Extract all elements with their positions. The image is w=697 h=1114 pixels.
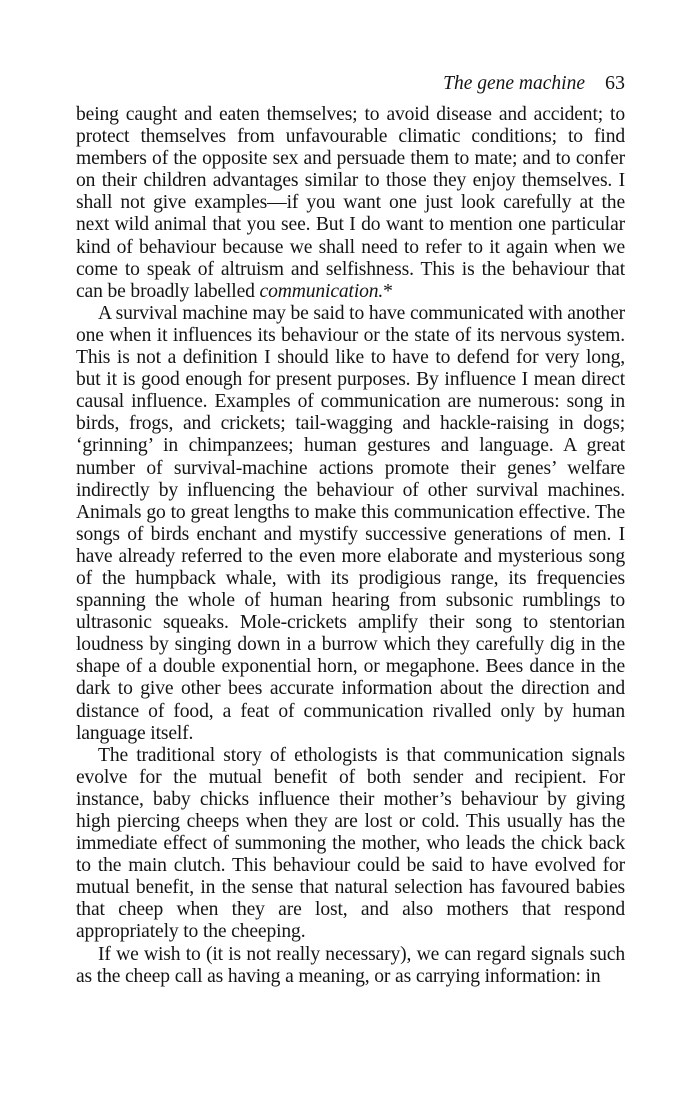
paragraph-text: The traditional story of ethologists is that communication signals evolve for the mutual benefit of both sender and recipient. For instance, baby chicks influence their mother’s behaviour by giving high piercing cheeps when they are lost or cold. This usually has the immediate effect of summoning the mother, who leads the chick back to the main clutch. This behaviour could be said to have evolved for mutual benefit, in the sense that natural selection has favoured babies that cheep when they are lost, and also mothers that respond appropriately to the cheeping. bbox=[76, 744, 625, 943]
page-number: 63 bbox=[605, 72, 625, 94]
book-page bbox=[76, 68, 625, 988]
running-head bbox=[76, 68, 625, 98]
paragraph-text: A survival machine may be said to have communicated with another one when it influences its behaviour or the state of its nervous system. This is not a definition I should like to have to defend for very long, but it is good enough for present purposes. By influence I mean direct causal influence. Examples of communication are numerous: song in birds, frogs, and crickets; tail-wagging and hackle-raising in dogs; ‘grinning’ in chimpanzees; human gestures and language. A great number of survival-machine actions promote their genes’ welfare indirectly by influencing the behaviour of other survival machines. Animals go to great lengths to make this communication effective. The songs of birds enchant and mystify successive generations of men. I have already referred to the even more elaborate and mysterious song of the humpback whale, with its prodigious range, its frequencies spanning the whole of human hearing from subsonic rumblings to ultrasonic squeaks. Mole-crickets amplify their song to stentorian loudness by singing down in a burrow which they carefully dig in the shape of a double exponential horn, or megaphone. Bees dance in the dark to give other bees accurate information about the direction and distance of food, a feat of communication rivalled only by human language itself. bbox=[76, 302, 625, 744]
paragraph-2 bbox=[76, 303, 625, 745]
emphasis-term: communication. bbox=[259, 280, 384, 302]
paragraph-text: If we wish to (it is not really necessary), we can regard signals such as the cheep call as having a meaning, or as carrying information: in bbox=[76, 943, 625, 987]
paragraph-1 bbox=[76, 104, 625, 303]
paragraph-text: being caught and eaten themselves; to avoid disease and accident; to protect themselves from unfavourable climatic conditions; to find members of the opposite sex and persuade them to mate; and to confer on their children advantages similar to those they enjoy themselves. I shall not give examples—if you want one just look carefully at the next wild animal that you see. But I do want to mention one particular kind of behaviour because we shall need to refer to it again when we come to speak of altruism and selfishness. This is the behaviour that can be broadly labelled bbox=[76, 104, 625, 302]
paragraph-3 bbox=[76, 745, 625, 944]
footnote-marker: * bbox=[383, 280, 393, 302]
paragraph-4 bbox=[76, 944, 625, 988]
body-text bbox=[76, 104, 625, 988]
running-title: The gene machine bbox=[443, 73, 585, 94]
